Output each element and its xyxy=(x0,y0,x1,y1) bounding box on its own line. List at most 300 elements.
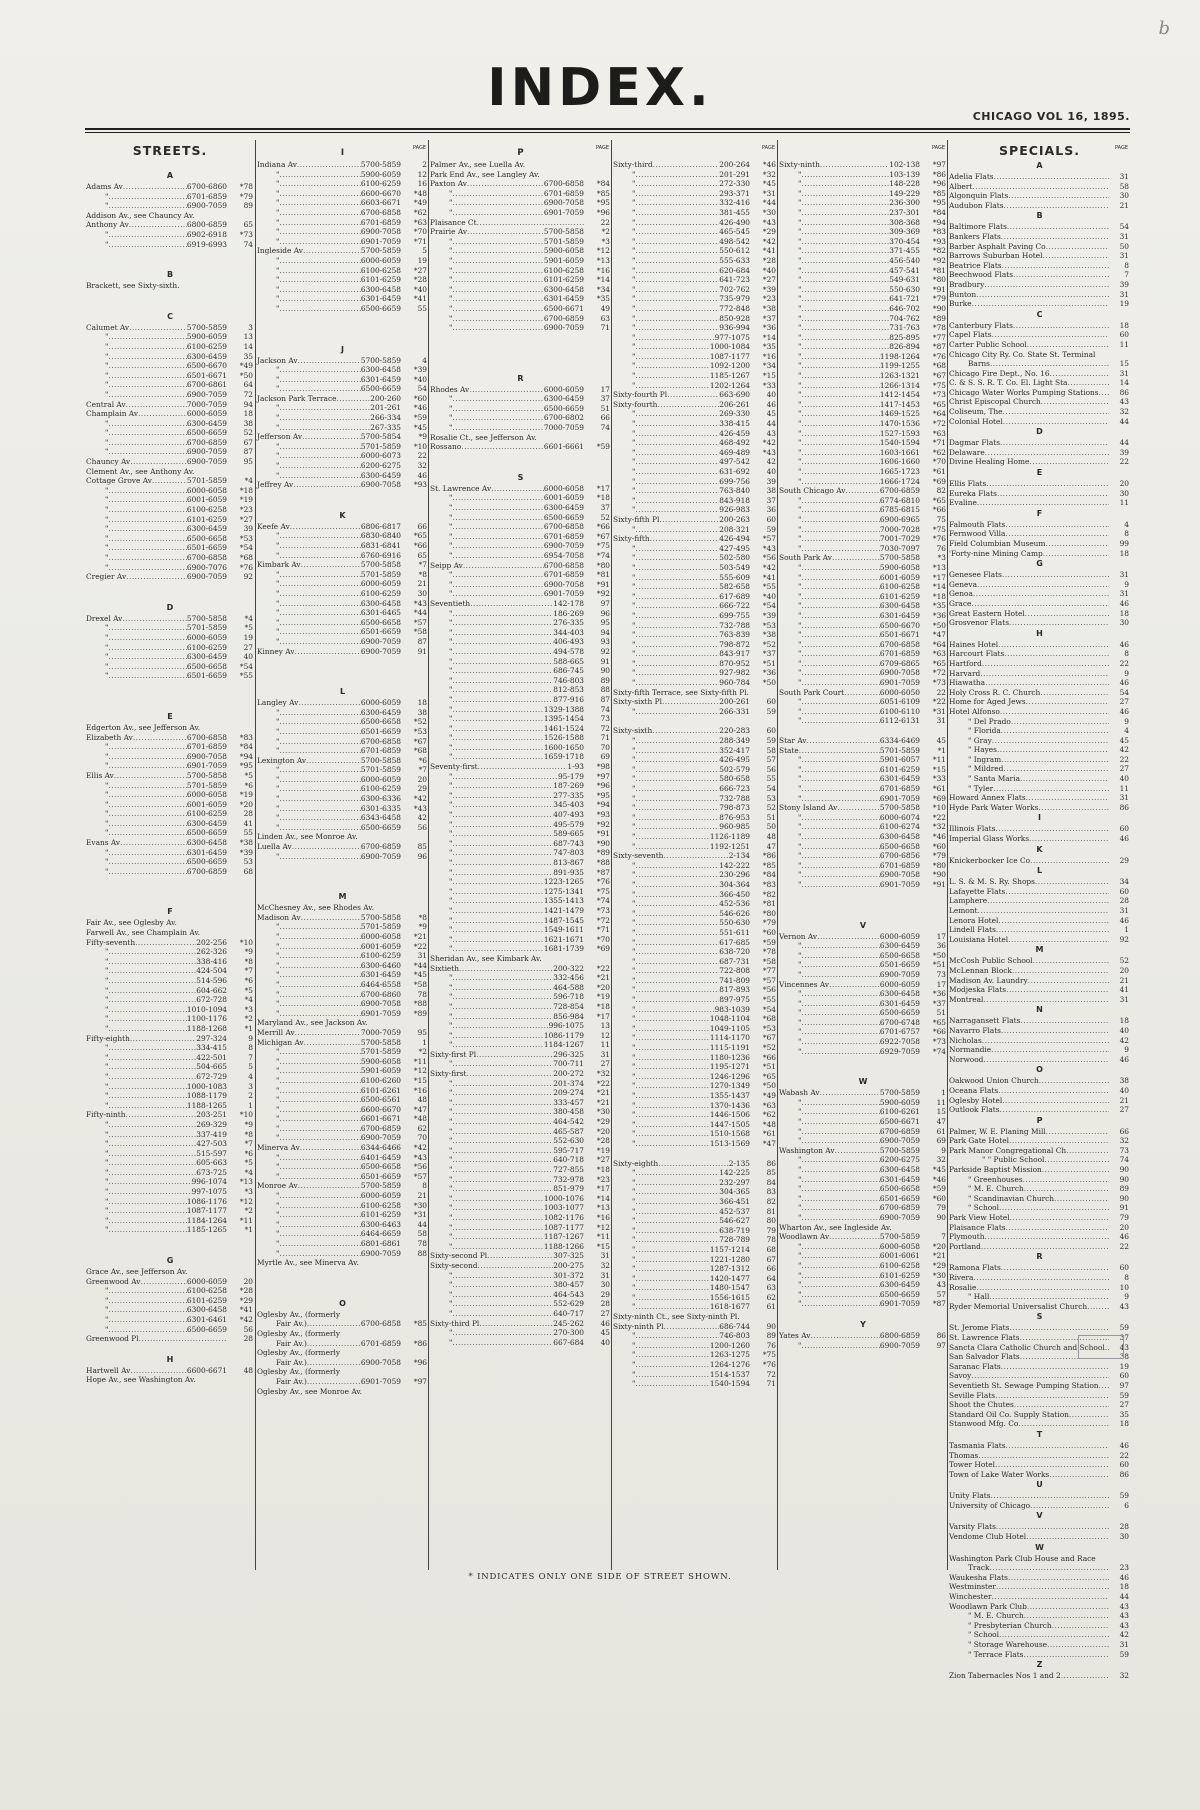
index-entry xyxy=(85,1005,255,1015)
entry-name: Fair Av.) xyxy=(276,1357,307,1367)
entry-range: 6806-6817 xyxy=(360,521,401,531)
leader-dots xyxy=(452,887,543,897)
index-entry xyxy=(948,1650,1131,1660)
leader-dots xyxy=(108,662,186,672)
index-entry xyxy=(85,1014,255,1024)
index-entry xyxy=(778,573,948,583)
entry-name: " xyxy=(632,495,636,505)
leader-dots xyxy=(279,1229,360,1239)
entry-range: 666-723 xyxy=(719,784,750,793)
index-entry xyxy=(256,999,429,1009)
entry-page: 60 xyxy=(1119,1263,1129,1273)
leader-dots xyxy=(279,179,360,189)
entry-page: 18 xyxy=(1119,1016,1129,1026)
entry-range: 6301-6459 xyxy=(879,610,920,620)
spacer xyxy=(85,582,255,592)
index-entry xyxy=(256,775,429,785)
leader-dots xyxy=(452,1012,553,1022)
section-letter: E xyxy=(1036,468,1043,478)
index-entry xyxy=(429,394,612,404)
entry-page: *43 xyxy=(762,217,776,227)
entry-name: " xyxy=(798,1174,802,1184)
leader-dots xyxy=(452,877,543,887)
index-entry xyxy=(778,198,948,208)
entry-page: *15 xyxy=(932,764,946,774)
entry-page: 66 xyxy=(417,521,427,531)
entry-page: *96 xyxy=(596,781,610,791)
index-entry xyxy=(429,314,612,324)
leader-dots xyxy=(452,1136,553,1146)
entry-name: Canterbury Flats xyxy=(949,320,1013,330)
index-entry xyxy=(85,211,255,221)
entry-name: " xyxy=(276,1114,280,1124)
entry-name: Sixty-first Pl xyxy=(430,1049,477,1059)
entry-page: 74 xyxy=(243,239,253,249)
index-entry xyxy=(612,342,778,352)
entry-range: 209-274 xyxy=(553,1088,584,1098)
leader-dots xyxy=(635,1283,709,1293)
entry-name: Sixty-second Pl xyxy=(430,1251,488,1261)
leader-dots xyxy=(452,1146,553,1156)
leader-dots xyxy=(635,803,719,813)
index-entry xyxy=(429,772,612,782)
entry-name: Beechwood Flats xyxy=(949,270,1014,280)
entry-page: 31 xyxy=(1119,289,1129,299)
index-entry xyxy=(948,350,1131,360)
leader-dots xyxy=(108,352,186,362)
entry-range: 552-630 xyxy=(553,1136,584,1146)
index-entry xyxy=(612,448,778,458)
entry-range: 6300-6459 xyxy=(186,652,227,662)
entry-name: " xyxy=(276,636,280,646)
entry-name: " xyxy=(798,275,802,285)
entry-range: 338-416 xyxy=(196,956,227,966)
entry-name: " xyxy=(798,342,802,352)
entry-range: 746-803 xyxy=(719,1331,750,1341)
leader-dots xyxy=(658,1159,728,1169)
leader-dots xyxy=(635,611,719,621)
leader-dots xyxy=(1054,1194,1109,1204)
entry-page: 20 xyxy=(243,1276,253,1286)
leader-dots xyxy=(336,394,370,404)
entry-page: 92 xyxy=(600,646,610,656)
entry-range: 6300-6459 xyxy=(543,503,584,513)
index-entry xyxy=(85,240,255,250)
leader-dots xyxy=(801,429,879,439)
entry-range: 763-839 xyxy=(719,630,750,640)
entry-name: Lexington Av xyxy=(257,755,307,765)
spacer xyxy=(85,1245,255,1255)
entry-page: *38 xyxy=(762,630,776,640)
leader-dots xyxy=(279,608,360,618)
index-entry xyxy=(256,160,429,170)
index-entry xyxy=(256,756,429,766)
entry-range: 296-325 xyxy=(553,1049,584,1059)
entry-range: 6601-6661 xyxy=(543,442,584,452)
entry-range: 6901-7059 xyxy=(360,1376,401,1386)
entry-page: *30 xyxy=(596,1107,610,1117)
leader-dots xyxy=(452,1165,553,1175)
entry-range: 6500-6659 xyxy=(186,1324,227,1334)
leader-dots xyxy=(138,409,187,419)
entry-name: Lafayette Flats xyxy=(949,886,1006,896)
spacer xyxy=(256,1288,429,1298)
leader-dots xyxy=(1008,191,1109,201)
leader-dots xyxy=(801,246,889,256)
entry-range: 699-755 xyxy=(719,610,750,620)
entry-page: 11 xyxy=(600,1040,610,1050)
leader-dots xyxy=(995,824,1109,834)
index-entry xyxy=(948,669,1131,679)
entry-range: 1086-1179 xyxy=(543,1030,584,1040)
entry-range: 6464-6659 xyxy=(360,1229,401,1239)
entry-name: " xyxy=(449,1030,453,1040)
entry-page: *75 xyxy=(596,886,610,896)
entry-name: Waukesha Flats xyxy=(949,1572,1008,1582)
leader-dots xyxy=(635,237,719,247)
entry-name: " xyxy=(105,847,109,857)
leader-dots xyxy=(108,563,186,573)
entry-page: *85 xyxy=(596,188,610,198)
entry-name: Vernon Av xyxy=(779,931,818,941)
entry-page: *14 xyxy=(762,332,776,342)
entry-name: Madison Av. Laundry xyxy=(949,975,1028,985)
section-letter: R xyxy=(517,373,524,383)
index-entry xyxy=(429,973,612,983)
index-entry xyxy=(948,1621,1131,1631)
index-entry xyxy=(778,803,948,813)
leader-dots xyxy=(635,1081,709,1091)
entry-name: " xyxy=(449,1328,453,1338)
leader-dots xyxy=(635,333,714,343)
index-entry xyxy=(612,544,778,554)
entry-name: " xyxy=(798,755,802,765)
leader-dots xyxy=(801,256,889,266)
entry-range: 6700-6858 xyxy=(879,639,920,649)
entry-range: 6301-6459 xyxy=(879,1174,920,1184)
index-entry xyxy=(948,834,1131,844)
index-entry xyxy=(429,1232,612,1242)
entry-page: 30 xyxy=(417,588,427,598)
entry-name: " xyxy=(449,915,453,925)
entry-page: *40 xyxy=(762,265,776,275)
index-entry xyxy=(778,1146,948,1156)
index-entry xyxy=(778,544,948,554)
entry-name: " xyxy=(449,752,453,762)
entry-page: *85 xyxy=(932,188,946,198)
entry-name: " xyxy=(449,656,453,666)
index-entry xyxy=(256,275,429,285)
entry-page: 46 xyxy=(766,399,776,409)
entry-page: *16 xyxy=(596,1212,610,1222)
leader-dots xyxy=(1003,417,1109,427)
entry-name: Oglesby Av., (formerly xyxy=(257,1309,341,1319)
entry-page: *65 xyxy=(413,531,427,541)
entry-range: 1003-1077 xyxy=(543,1203,584,1213)
leader-dots xyxy=(279,1124,360,1134)
entry-page: 43 xyxy=(1119,1342,1129,1352)
index-entry xyxy=(256,1348,429,1358)
leader-dots xyxy=(452,657,553,667)
entry-page: *12 xyxy=(413,1066,427,1076)
entry-page: 54 xyxy=(766,784,776,793)
entry-name: " xyxy=(276,541,280,550)
entry-page: 8 xyxy=(1124,1273,1129,1282)
section-letter: O xyxy=(1036,1065,1043,1075)
entry-page: 39 xyxy=(1119,447,1129,457)
leader-dots xyxy=(452,714,543,724)
index-entry xyxy=(778,774,948,784)
entry-page: 42 xyxy=(417,813,427,823)
entry-range: 345-403 xyxy=(553,800,584,810)
entry-name: " xyxy=(632,572,636,582)
index-entry xyxy=(429,304,612,314)
leader-dots xyxy=(829,980,880,990)
entry-range: 5700-5858 xyxy=(879,803,920,813)
entry-range: 663-690 xyxy=(719,390,750,400)
entry-page: 72 xyxy=(243,389,253,399)
index-entry xyxy=(778,227,948,237)
index-entry xyxy=(429,868,612,878)
leader-dots xyxy=(801,794,879,804)
entry-range: 996-1074 xyxy=(191,1177,227,1187)
index-entry xyxy=(778,170,948,180)
leader-dots xyxy=(307,1377,361,1387)
index-entry xyxy=(85,938,255,948)
index-entry xyxy=(612,553,778,563)
index-entry xyxy=(85,1225,255,1235)
index-entry xyxy=(778,1331,948,1341)
entry-page: *19 xyxy=(596,1145,610,1155)
index-entry xyxy=(85,486,255,496)
entry-range: 245-262 xyxy=(553,1318,584,1328)
leader-dots xyxy=(108,995,196,1005)
entry-name: " xyxy=(449,608,453,618)
index-entry xyxy=(948,340,1131,350)
entry-name: " xyxy=(632,227,636,237)
leader-dots xyxy=(279,579,360,589)
index-entry xyxy=(778,496,948,506)
leader-dots xyxy=(452,609,553,619)
leader-dots xyxy=(1000,438,1109,448)
entry-name: " xyxy=(105,495,109,505)
leader-dots xyxy=(1043,549,1109,559)
entry-range: 6701-6757 xyxy=(879,1027,920,1037)
entry-name: " xyxy=(798,649,802,659)
entry-range: 186-269 xyxy=(553,608,584,618)
spacer xyxy=(778,900,948,910)
leader-dots xyxy=(635,1168,719,1178)
entry-page: 37 xyxy=(766,495,776,505)
entry-name: " xyxy=(632,1033,636,1043)
entry-page: 15 xyxy=(936,1107,946,1117)
entry-range: 6900-7059 xyxy=(360,1248,401,1258)
index-entry xyxy=(429,637,612,647)
leader-dots xyxy=(635,1178,719,1188)
index-entry xyxy=(612,1139,778,1149)
index-entry xyxy=(778,1271,948,1281)
entry-range: 1556-1615 xyxy=(709,1292,750,1302)
index-entry xyxy=(429,858,612,868)
entry-name: " xyxy=(276,617,280,627)
section-letter: L xyxy=(1036,866,1043,876)
entry-range: 6000-6058 xyxy=(879,1241,920,1251)
entry-range: 641-723 xyxy=(719,275,750,285)
entry-page: 80 xyxy=(766,1216,776,1226)
index-entry xyxy=(948,1640,1131,1650)
entry-name: Prairie Av xyxy=(430,227,468,237)
entry-page: 88 xyxy=(600,685,610,695)
leader-dots xyxy=(652,726,719,736)
entry-range: 580-658 xyxy=(719,774,750,784)
entry-page: 53 xyxy=(766,793,776,803)
entry-range: 304-365 xyxy=(719,1187,750,1197)
entry-name: " xyxy=(105,1225,109,1235)
leader-dots xyxy=(635,592,719,602)
entry-page: *52 xyxy=(413,717,427,727)
entry-name: " xyxy=(632,630,636,640)
entry-page: 75 xyxy=(936,514,946,524)
entry-page: 2 xyxy=(422,160,427,169)
entry-name: " xyxy=(632,380,636,390)
entry-page: *74 xyxy=(596,896,610,906)
entry-page: *67 xyxy=(596,531,610,541)
entry-name: Madison Av xyxy=(257,912,301,922)
entry-range: 6700-6858 xyxy=(360,207,401,217)
entry-name: " xyxy=(276,374,280,384)
entry-name: " Hall xyxy=(968,1292,990,1302)
entry-page: *30 xyxy=(932,1270,946,1280)
leader-dots xyxy=(635,179,719,189)
entry-range: 6700-6859 xyxy=(186,866,227,876)
index-entry xyxy=(256,1329,429,1339)
entry-page: 64 xyxy=(243,380,253,390)
leader-dots xyxy=(801,707,879,717)
index-entry xyxy=(612,534,778,544)
entry-page: 37 xyxy=(1119,1332,1129,1342)
entry-name: " xyxy=(632,236,636,246)
index-entry xyxy=(778,1184,948,1194)
leader-dots xyxy=(279,775,360,785)
leader-dots xyxy=(635,649,719,659)
entry-page: 45 xyxy=(600,1328,610,1338)
entry-name: " xyxy=(449,905,453,915)
entry-name: " xyxy=(632,332,636,342)
index-entry xyxy=(85,467,255,477)
entry-page: 30 xyxy=(1119,191,1129,201)
entry-page: 72 xyxy=(600,723,610,733)
entry-name: " xyxy=(449,934,453,944)
entry-name: Audubon Flats xyxy=(949,200,1004,210)
leader-dots xyxy=(837,803,880,813)
leader-dots xyxy=(635,170,719,180)
entry-page: 52 xyxy=(243,428,253,438)
leader-dots xyxy=(801,390,879,400)
entry-range: 722-808 xyxy=(719,966,750,976)
index-entry xyxy=(778,505,948,515)
entry-name: Sixty-third xyxy=(613,160,653,169)
leader-dots xyxy=(297,160,361,170)
leader-dots xyxy=(463,561,544,571)
entry-range: 6301-6459 xyxy=(879,774,920,784)
leader-dots xyxy=(108,1177,191,1187)
index-entry xyxy=(612,649,778,659)
entry-name: " xyxy=(449,723,453,733)
index-entry xyxy=(429,1098,612,1108)
entry-page: *79 xyxy=(932,851,946,861)
index-entry xyxy=(778,970,948,980)
entry-range: 551-611 xyxy=(719,927,750,937)
index-entry xyxy=(429,1280,612,1290)
leader-dots xyxy=(108,1130,196,1140)
entry-page: 43 xyxy=(766,428,776,438)
index-entry xyxy=(429,1338,612,1348)
entry-range: 5700-5859 xyxy=(360,1181,401,1191)
index-entry xyxy=(612,985,778,995)
entry-page: *33 xyxy=(932,774,946,784)
entry-range: 6101-6259 xyxy=(879,591,920,601)
entry-page: 59 xyxy=(1119,1649,1129,1659)
entry-page: *95 xyxy=(239,761,253,771)
entry-page: *71 xyxy=(596,925,610,935)
index-entry xyxy=(256,746,429,756)
leader-dots xyxy=(801,1018,879,1028)
leader-dots xyxy=(1069,1410,1109,1420)
entry-page: *16 xyxy=(596,265,610,275)
entry-page: 88 xyxy=(417,1248,427,1258)
leader-dots xyxy=(452,1059,553,1069)
entry-page: 28 xyxy=(1119,1522,1129,1532)
leader-dots xyxy=(635,1235,719,1245)
index-entry xyxy=(85,752,255,762)
entry-page: *67 xyxy=(762,1033,776,1043)
entry-page: 39 xyxy=(766,476,776,486)
entry-name: " xyxy=(632,1206,636,1216)
index-entry xyxy=(612,1379,778,1389)
leader-dots xyxy=(801,208,889,218)
leader-dots xyxy=(452,925,543,935)
entry-range: 424-504 xyxy=(196,966,227,976)
entry-page: 12 xyxy=(600,1030,610,1040)
index-entry xyxy=(948,764,1131,774)
entry-name: " xyxy=(449,1011,453,1021)
leader-dots xyxy=(452,935,543,945)
entry-page: 31 xyxy=(1119,368,1129,378)
entry-range: 6501-6659 xyxy=(879,960,920,970)
leader-dots xyxy=(635,813,719,823)
entry-name: Coliseum, The xyxy=(949,407,1003,417)
entry-name: " xyxy=(632,1331,636,1341)
entry-name: Field Columbian Museum xyxy=(949,539,1046,548)
leader-dots xyxy=(801,880,879,890)
leader-dots xyxy=(635,1255,709,1265)
entry-name: " xyxy=(798,313,802,323)
index-entry xyxy=(429,170,612,180)
entry-range: 1659-1718 xyxy=(543,752,584,762)
entry-page: *17 xyxy=(932,572,946,582)
leader-dots xyxy=(801,851,879,861)
entry-name: " xyxy=(632,975,636,985)
index-entry xyxy=(256,913,429,923)
entry-name: Seventieth St. Sewage Pumping Station xyxy=(949,1380,1099,1390)
leader-dots xyxy=(635,1331,719,1341)
entry-range: 6000-6059 xyxy=(360,774,401,784)
entry-page: 31 xyxy=(1119,906,1129,915)
index-entry xyxy=(429,887,612,897)
entry-name: " xyxy=(276,531,280,541)
leader-dots xyxy=(452,628,553,638)
entry-range: 6001-6059 xyxy=(186,799,227,809)
